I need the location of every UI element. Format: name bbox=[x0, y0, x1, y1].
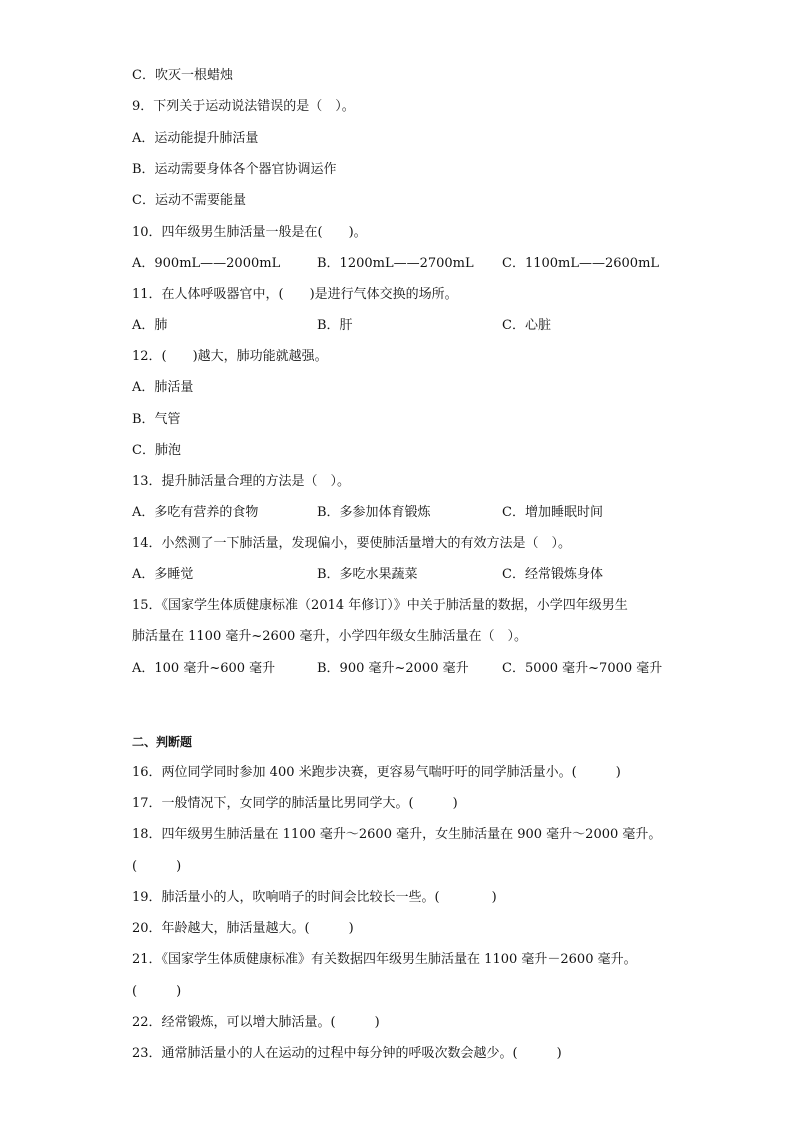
q13-stem: 13．提升肺活量合理的方法是（ ）。 bbox=[132, 474, 351, 489]
q15-options bbox=[132, 660, 752, 678]
q12-stem: 12．( )越大，肺功能就越强。 bbox=[132, 349, 328, 364]
q9-option-c: C．运动不需要能量 bbox=[132, 193, 246, 208]
q11-option-a: A．肺 bbox=[132, 318, 168, 333]
q10-option-c: C．1100mL——2600mL bbox=[502, 256, 660, 271]
q20: 20．年龄越大，肺活量越大。( ) bbox=[132, 921, 354, 936]
q9-stem: 9．下列关于运动说法错误的是（ ）。 bbox=[132, 99, 355, 114]
q14-stem: 14．小然测了一下肺活量，发现偏小，要使肺活量增大的有效方法是（ ）。 bbox=[132, 536, 572, 551]
q15-option-b: B．900 毫升~2000 毫升 bbox=[317, 661, 469, 676]
q17: 17．一般情况下，女同学的肺活量比男同学大。( ) bbox=[132, 796, 458, 811]
q19: 19．肺活量小的人，吹响哨子的时间会比较长一些。( ) bbox=[132, 890, 497, 905]
q15-option-c: C．5000 毫升~7000 毫升 bbox=[502, 661, 663, 676]
q13-option-b: B．多参加体育锻炼 bbox=[317, 505, 431, 520]
q12-option-a: A．肺活量 bbox=[132, 380, 194, 395]
q18-line2: ( ) bbox=[132, 859, 182, 874]
q12-option-c: C．肺泡 bbox=[132, 443, 181, 458]
section-heading: 二、判断题 bbox=[132, 735, 193, 749]
q10-option-b: B．1200mL——2700mL bbox=[317, 256, 474, 271]
q13-option-a: A．多吃有营养的食物 bbox=[132, 505, 259, 520]
q10-options bbox=[132, 255, 752, 273]
q9-option-a: A．运动能提升肺活量 bbox=[132, 131, 259, 146]
q10-stem: 10．四年级男生肺活量一般是在( )。 bbox=[132, 225, 367, 240]
q9-option-b: B．运动需要身体各个器官协调运作 bbox=[132, 162, 337, 177]
q14-option-b: B．多吃水果蔬菜 bbox=[317, 567, 418, 582]
q8-option-c: C．吹灭一根蜡烛 bbox=[132, 68, 233, 83]
q22: 22．经常锻炼，可以增大肺活量。( ) bbox=[132, 1015, 380, 1030]
q15-option-a: A．100 毫升~600 毫升 bbox=[132, 661, 276, 676]
q11-options bbox=[132, 317, 752, 335]
q21-line2: ( ) bbox=[132, 984, 182, 999]
q23: 23．通常肺活量小的人在运动的过程中每分钟的呼吸次数会越少。( ) bbox=[132, 1046, 562, 1061]
q11-option-c: C．心脏 bbox=[502, 318, 551, 333]
q14-options bbox=[132, 566, 752, 584]
q14-option-a: A．多睡觉 bbox=[132, 567, 194, 582]
q11-stem: 11．在人体呼吸器官中，( )是进行气体交换的场所。 bbox=[132, 287, 458, 302]
q11-option-b: B．肝 bbox=[317, 318, 353, 333]
q15-stem-line1: 15．《国家学生体质健康标准（2014 年修订）》中关于肺活量的数据，小学四年级男生 bbox=[132, 598, 628, 613]
q13-option-c: C．增加睡眠时间 bbox=[502, 505, 603, 520]
q12-option-b: B．气管 bbox=[132, 412, 181, 427]
q10-option-a: A．900mL——2000mL bbox=[132, 256, 281, 271]
q21-line1: 21．《国家学生体质健康标准》有关数据四年级男生肺活量在 1100 毫升－2600 毫升。 bbox=[132, 952, 637, 967]
q16: 16．两位同学同时参加 400 米跑步决赛，更容易气喘吁吁的同学肺活量小。( ) bbox=[132, 765, 621, 780]
q14-option-c: C．经常锻炼身体 bbox=[502, 567, 603, 582]
q15-stem-line2: 肺活量在 1100 毫升~2600 毫升，小学四年级女生肺活量在（ ）。 bbox=[132, 629, 527, 644]
q13-options bbox=[132, 504, 752, 522]
q18-line1: 18．四年级男生肺活量在 1100 毫升～2600 毫升，女生肺活量在 900 毫升～2000 毫升。 bbox=[132, 827, 662, 842]
